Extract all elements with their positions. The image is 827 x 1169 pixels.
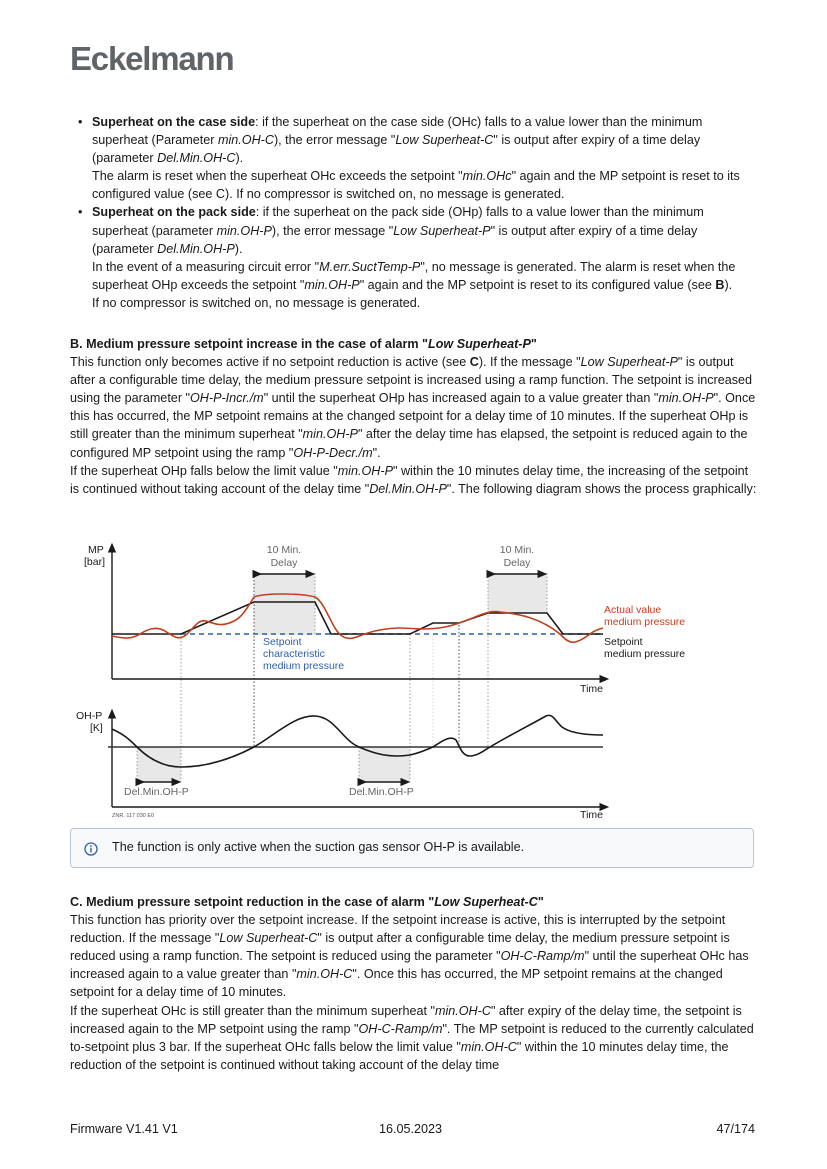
section-b-title: B. Medium pressure setpoint increase in the case of alarm "Low Superheat-P" [70, 337, 537, 351]
footer-firmware: Firmware V1.41 V1 [70, 1122, 178, 1136]
bullet-pack-side: • Superheat on the pack side: if the superheat on the pack side (OHp) falls to a value lower than the minimum superheat (parameter min.OH-P), the error message "Low Superheat-P" is output after expiry of a time delay (parameter Del.Min.OH-P). In the event of a measuring circuit error "M.err.SuctTemp-P", no message is generated. The alarm is reset when the superheat OHp exceeds the setpoint "min.OH-P" again and the MP setpoint is reset to its configured value (see B). If no compressor is switched on, no message is generated. [92, 203, 760, 312]
delay-label-2-line2: Delay [503, 557, 531, 569]
time-label-bottom: Time [580, 809, 603, 821]
section-c-paragraph-2: If the superheat OHc is still greater than the minimum superheat "min.OH-C" after expiry of the delay time, the setpoint is increased again to the MP setpoint using the ramp "OH-C-Ramp/m". The MP setpoint is reduced to the currently calculated to-setpoint plus 3 bar. If the superheat OHc falls below the limit value "min.OH-C" within the 10 minutes delay time, the reduction of the setpoint is continued without taking account of the delay time [70, 1003, 754, 1072]
info-note-text: The function is only active when the suction gas sensor OH-P is available. [112, 840, 525, 854]
delmin-label-2: Del.Min.OH-P [349, 786, 414, 798]
setpoint-label-2: medium pressure [604, 648, 686, 660]
drawing-number: ZNR. 117 030 E0 [112, 813, 155, 819]
setpoint-characteristic-label-2: characteristic [263, 648, 325, 660]
delay-label-1-line1: 10 Min. [266, 544, 302, 556]
delmin-region-2 [359, 747, 410, 782]
setpoint-characteristic-label-3: medium pressure [263, 660, 345, 672]
section-b [70, 335, 760, 498]
info-icon [84, 842, 98, 856]
mp-axis-label: MP [88, 544, 104, 556]
eckelmann-logo: Eckelmann [70, 40, 234, 77]
ohp-curve [112, 715, 603, 767]
section-b-paragraph-2: If the superheat OHp falls below the limit value "min.OH-P" within the 10 minutes delay time, the increasing of the setpoint is continued without taking account of the delay time "Del.Min.OH-P". The following diagram shows the process graphically: [70, 463, 757, 496]
diagram-svg [70, 535, 710, 825]
delay-label-2-line1: 10 Min. [499, 544, 535, 556]
process-diagram [70, 535, 710, 825]
actual-value-label-1: Actual value [604, 604, 662, 616]
setpoint-label-1: Setpoint [604, 636, 643, 648]
delay-label-1-line2: Delay [270, 557, 298, 569]
section-c-title: C. Medium pressure setpoint reduction in the case of alarm "Low Superheat-C" [70, 895, 544, 909]
bullet-case-side: • Superheat on the case side: if the superheat on the case side (OHc) falls to a value lower than the minimum superheat (Parameter min.OH-C), the error message "Low Superheat-C" is output after expiry of a time delay (parameter Del.Min.OH-C). The alarm is reset when the superheat OHc exceeds the setpoint "min.OHc" again and the MP setpoint is reset to its configured value (see C). If no compressor is switched on, no message is generated. [92, 113, 760, 203]
section-b-paragraph-1: This function only becomes active if no setpoint reduction is active (see C). If the message "Low Superheat-P" is output after a configurable time delay, the medium pressure setpoint is increased using a ramp function. The setpoint is increased using the parameter "OH-P-Incr./m" until the superheat OHp has increased again to a value greater than "min.OH-P". Once this has occurred, the MP setpoint remains at the changed setpoint for a delay time of 10 minutes. If the superheat OHp is still greater than the minimum superheat "min.OH-P" after the delay time has elapsed, the setpoint is reduced again to the configured MP setpoint using the ramp "OH-P-Decr./m". [70, 355, 756, 460]
ohp-axis-label: OH-P [76, 710, 103, 722]
footer-date: 16.05.2023 [379, 1122, 443, 1136]
setpoint-characteristic-label-1: Setpoint [263, 636, 302, 648]
delmin-label-1: Del.Min.OH-P [124, 786, 189, 798]
delay-region-1 [254, 573, 315, 635]
section-c [70, 893, 760, 1074]
delay-region-2 [488, 573, 547, 613]
footer-page-number: 47/174 [716, 1122, 755, 1136]
mp-axis-unit: [bar] [84, 556, 106, 568]
ohp-axis-unit: [K] [90, 722, 103, 734]
actual-value-label-2: medium pressure [604, 616, 686, 628]
time-label-top: Time [580, 683, 603, 695]
section-c-paragraph-1: This function has priority over the setpoint increase. If the setpoint increase is active, this is interrupted by the setpoint reduction. If the message "Low Superheat-C" is output after a configurable time delay, the medium pressure setpoint is reduced using a ramp function. The setpoint is reduced using the parameter "OH-C-Ramp/m" until the superheat OHc has increased again to a value greater than "min.OH-C". Once this has occurred, the MP setpoint remains at the changed setpoint for a delay time of 10 minutes. [70, 913, 749, 1000]
superheat-bullets [70, 113, 760, 312]
info-note [70, 828, 754, 868]
